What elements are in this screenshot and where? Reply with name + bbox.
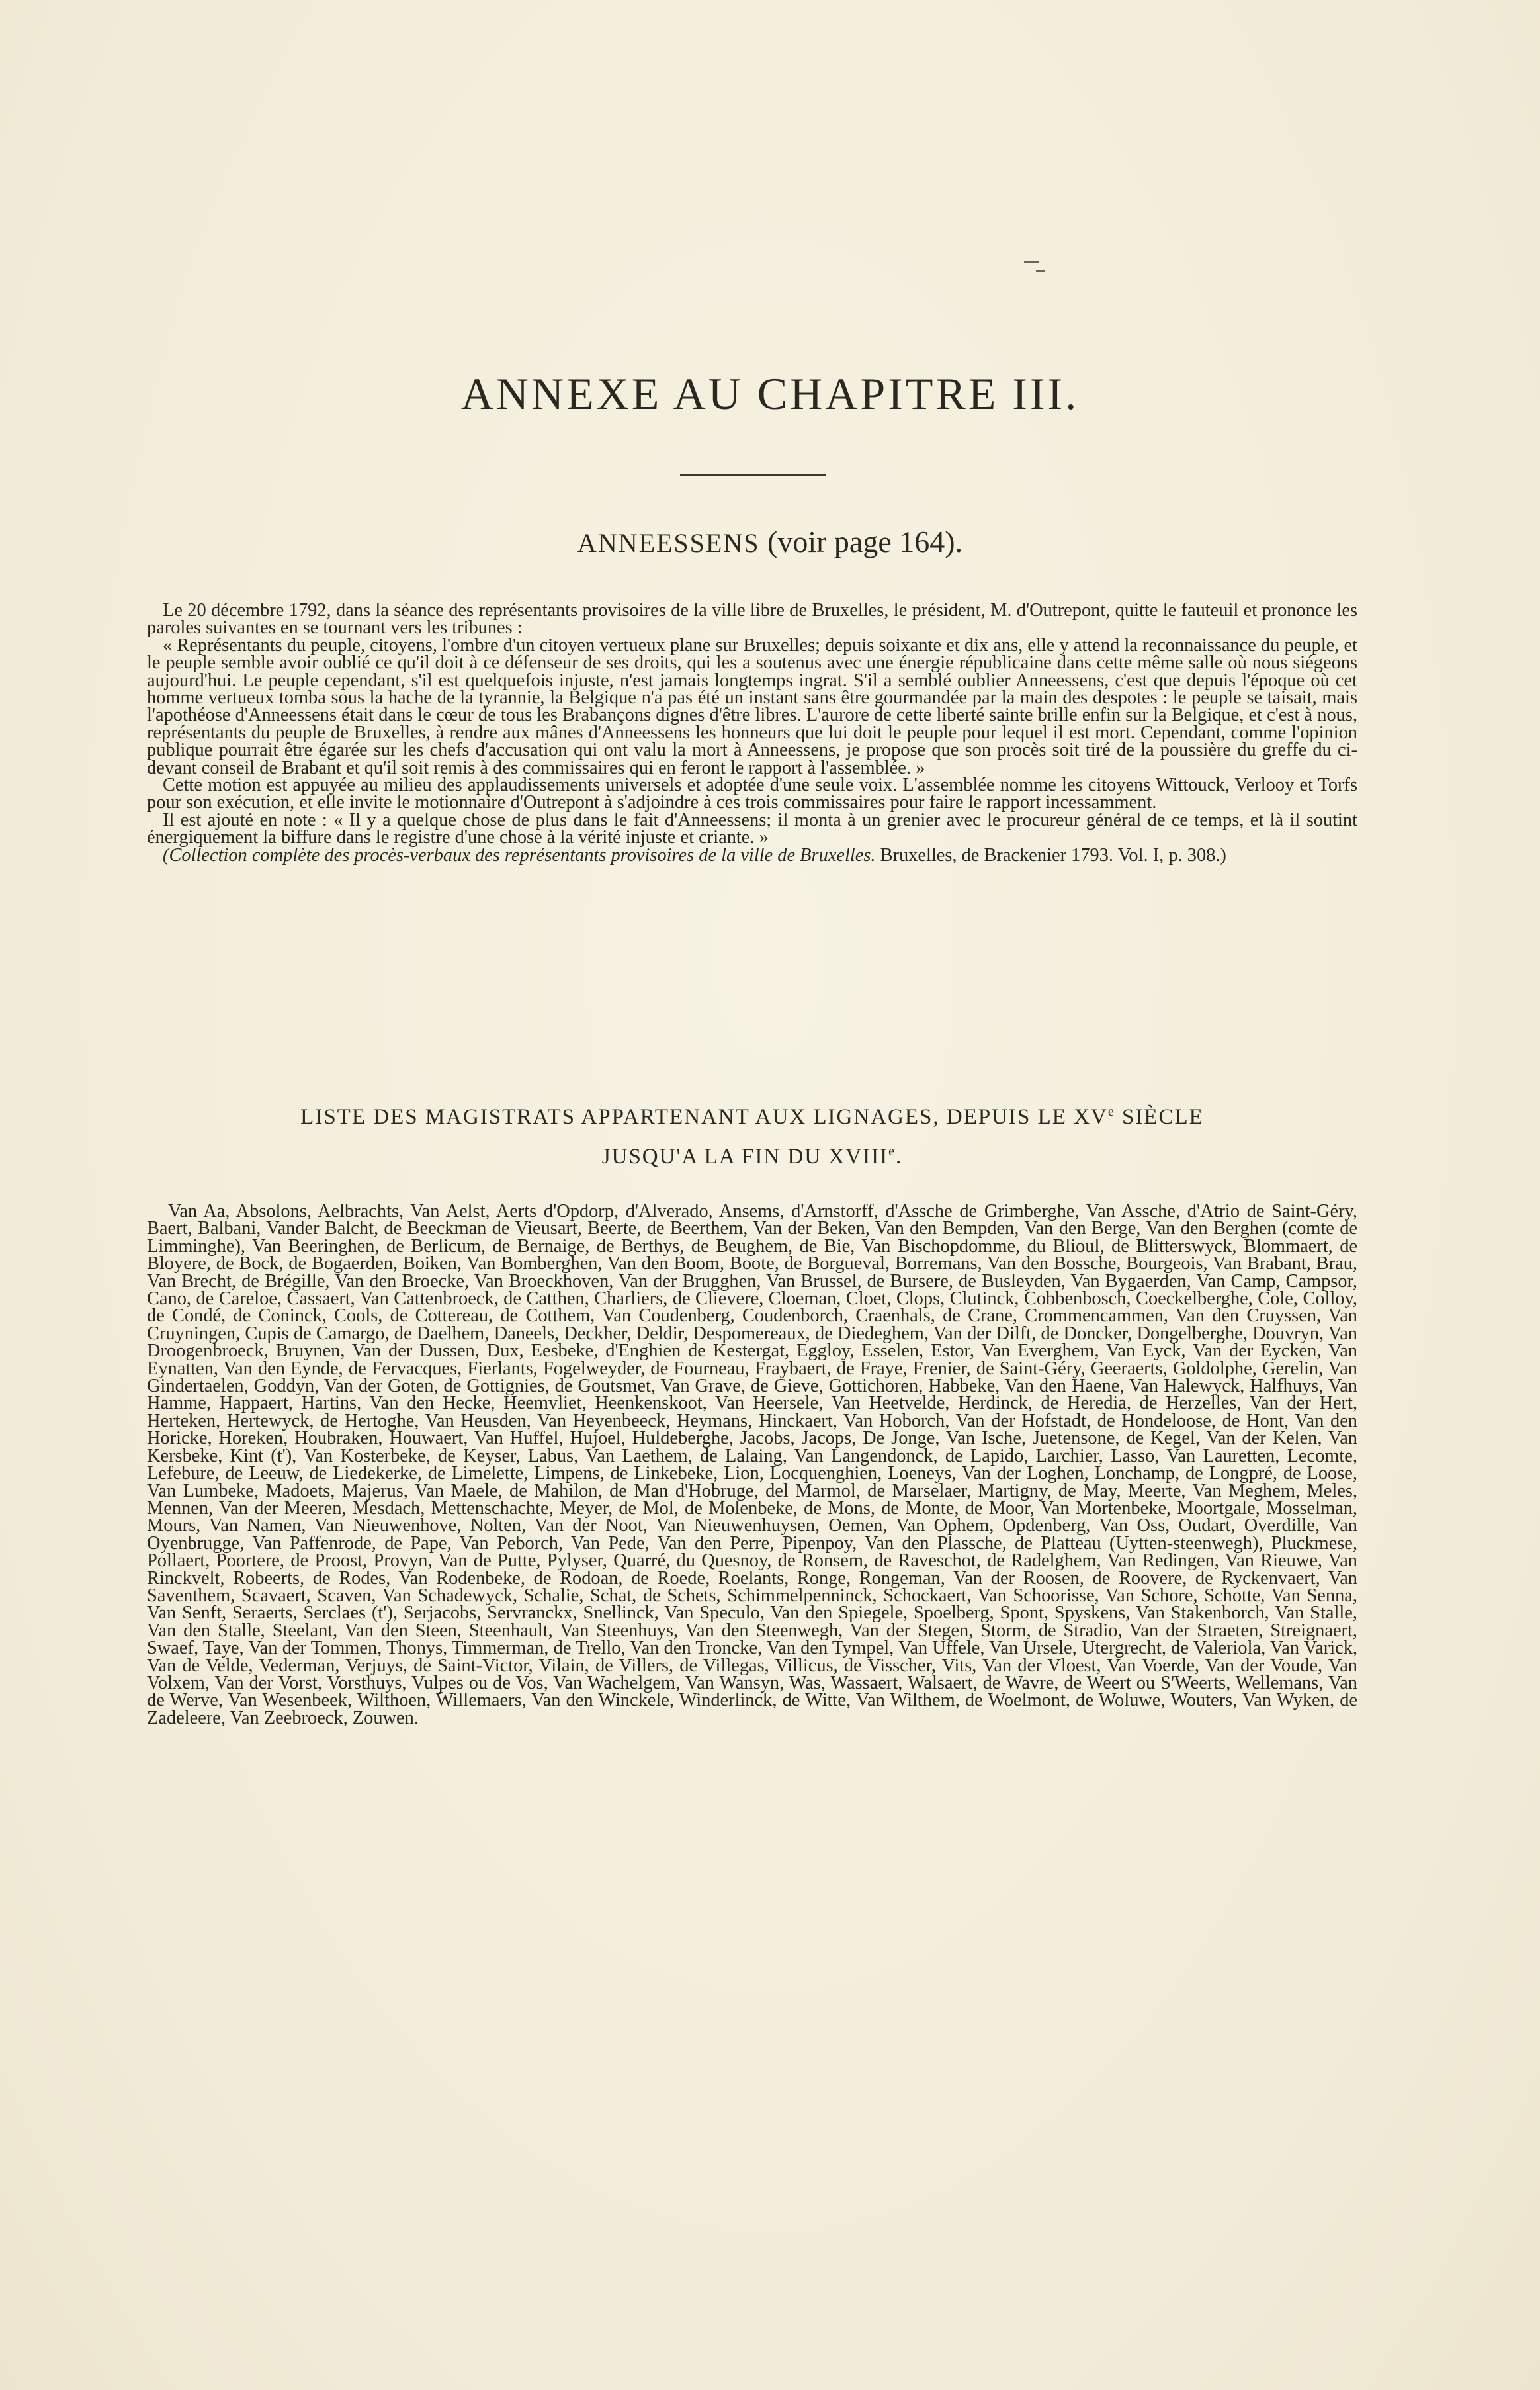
page-title: ANNEXE AU CHAPITRE III.	[460, 369, 1080, 419]
magistrates-list: Van Aa, Absolons, Aelbrachts, Van Aelst, Aerts d'Opdorp, d'Alverado, Ansems, d'Arnstorff, d'Assche de Grimberghe, Van Assche, d'Atrio de Saint-Géry, Baert, Balbani, Vander Balcht, de Beeckman de Vieusart, Beerte, de Beerthem, Van der Beken, Van den Bempden, Van den Berge, Van den Berghen (comte de Limminghe), Van Beeringhen, de Berlicum, de Bernaige, de Berthys, de Beughem, de Bie, Van Bischopdomme, du Blioul, de Blitterswyck, Blommaert, de Bloyere, de Bock, de Bogaerden, Boiken, Van Bomberghen, Van den Boom, Boote, de Borgueval, Borremans, Van den Bossche, Bourgeois, Van Brabant, Brau, Van Brecht, de Brégille, Van den Broecke, Van Broeckhoven, Van der Brugghen, Van Brussel, de Bursere, de Busleyden, Van Bygaerden, Van Camp, Campsor, Cano, de Careloe, Cassaert, Van Cattenbroeck, de Catthen, Charliers, de Clievere, Cloeman, Cloet, Clops, Clutinck, Cobbenbosch, Coeckelberghe, Cole, Colloy, de Condé, de Coninck, Cools, de Cottereau, de Cotthem, Van Coudenberg, Coudenborch, Craenhals, de Crane, Crommencammen, Van den Cruyssen, Van Cruyningen, Cupis de Camargo, de Daelhem, Daneels, Deckher, Deldir, Despomereaux, de Diedeghem, Van der Dilft, de Doncker, Dongelberghe, Douvryn, Van Droogenbroeck, Bruynen, Van der Dussen, Dux, Eesbeke, d'Enghien de Kestergat, Eggloy, Esselen, Estor, Van Everghem, Van Eyck, Van der Eycken, Van Eynatten, Van den Eynde, de Fervacques, Fierlants, Fogelweyder, de Fourneau, Fraybaert, de Fraye, Frenier, de Saint-Géry, Geeraerts, Goldolphe, Gerelin, Van Gindertaelen, Goddyn, Van der Goten, de Gottignies, de Goutsmet, Van Grave, de Gieve, Gottichoren, Habbeke, Van den Haene, Van Halewyck, Halfhuys, Van Hamme, Happaert, Hartins, Van den Hecke, Heemvliet, Heenkenskoot, Van Heersele, Van Heetvelde, Herdinck, de Heredia, de Herzelles, Van der Hert, Herteken, Hertewyck, de Hertoghe, Van Heusden, Van Heyenbeeck, Heymans, Hinckaert, Van Hoborch, Van der Hofstadt, de Hondeloose, de Hont, Van den Horicke, Horeken, Houbraken, Houwaert, Van Huffel, Hujoel, Huldeberghe, Jacobs, Jacops, De Jonge, Van Ische, Juetensone, de Kegel, Van der Kelen, Van Kersbeke, Kint (t'), Van Kosterbeke, de Keyser, Labus, Van Laethem, de Lalaing, Van Langendonck, de Lapido, Larchier, Lasso, Van Lauretten, Lecomte, Lefebure, de Leeuw, de Liedekerke, de Limelette, Limpens, de Linkebeke, Lion, Locquenghien, Loeneys, Van der Loghen, Lonchamp, de Longpré, de Loose, Van Lumbeke, Madoets, Majerus, Van Maele, de Mahilon, de Man d'Hobruge, del Marmol, de Marselaer, Martigny, de May, Meerte, Van Meghem, Meles, Mennen, Van der Meeren, Mesdach, Mettenschachte, Meyer, de Mol, de Molenbeke, de Mons, de Monte, de Moor, Van Mortenbeke, Moortgale, Mosselman, Mours, Van Namen, Van Nieuwenhove, Nolten, Van der Noot, Van Nieuwenhuysen, Oemen, Van Ophem, Opdenberg, Van Oss, Oudart, Overdille, Van Oyenbrugge, Van Paffenrode, de Pape, Van Peborch, Van Pede, Van den Perre, Pipenpoy, Van den Plassche, de Platteau (Uytten-steenwegh), Pluckmese, Pollaert, Poortere, de Proost, Provyn, Van de Putte, Pylyser, Quarré, du Quesnoy, de Ronsem, de Raveschot, de Radelghem, Van Redingen, Van Rieuwe, Van Rinckvelt, Robeerts, de Rodes, Van Rodenbeke, de Rodoan, de Roede, Roelants, Ronge, Rongeman, Van der Roosen, de Roovere, de Ryckenvaert, Van Saventhem, Scavaert, Scaven, Van Schadewyck, Schalie, Schat, de Schets, Schimmelpenninck, Schockaert, Van Schoorisse, Van Schore, Schotte, Van Senna, Van Senft, Seraerts, Serclaes (t'), Serjacobs, Servranckx, Snellinck, Van Speculo, Van den Spiegele, Spoelberg, Spont, Spyskens, Van Stakenborch, Van Stalle, Van den Stalle, Steelant, Van den Steen, Steenhault, Van Steenhuys, Van den Steenwegh, Van der Stegen, Storm, de Stradio, Van der Straeten, Streignaert, Swaef, Taye, Van der Tommen, Thonys, Timmerman, de Trello, Van den Troncke, Van den Tympel, Van Uffele, Van Ursele, Utergrecht, de Valeriola, Van Varick, Van de Velde, Vederman, Verjuys, de Saint-Victor, Vilain, de Villers, de Villegas, Villicus, de Visscher, Vits, Van der Vloest, Van Voerde, Van der Voude, Van Volxem, Van der Vorst, Vorsthuys, Vulpes ou de Vos, Van Wachelgem, Van Wansyn, Was, Wassaert, Walsaert, de Wavre, de Weert ou S'Weerts, Wellemans, Van de Werve, Van Wesenbeek, Wilthoen, Willemaers, Van den Winckele, Winderlinck, de Witte, Van Wilthem, de Woelmont, de Woluwe, Wouters, Van Wyken, de Zadeleere, Van Zeebroeck, Zouwen.	[147, 1201, 1357, 1728]
ornament-mark	[1036, 270, 1045, 272]
paragraph: Le 20 décembre 1792, dans la séance des représentants provisoires de la ville libre de Bruxelles, le président, M. d'Outrepont, quitte le fauteuil et prononce les paroles suivantes en se tournant vers les tribunes :	[147, 600, 1357, 639]
title-rule	[680, 474, 826, 476]
heading-text: LISTE DES MAGISTRATS APPARTENANT AUX LIGNAGES, DEPUIS LE XV	[300, 1105, 1108, 1129]
heading-text: SIÈCLE	[1115, 1105, 1204, 1129]
section-subtitle	[0, 524, 1540, 559]
ornament-mark	[1024, 261, 1039, 263]
paragraph: « Représentants du peuple, citoyens, l'ombre d'un citoyen vertueux plane sur Bruxelles; depuis soixante et dix ans, elle y attend la reconnaissance du peuple, et le peuple semble avoir oublié ce qu'il doit à ce défenseur de ses droits, qui les a soutenus avec une énergie républicaine dans cette même salle où nous siégeons aujourd'hui. Le peuple cependant, s'il est quelquefois injuste, n'est jamais longtemps ingrat. S'il a semblé oublier Anneessens, c'est que depuis l'époque où cet homme vertueux tomba sous la hache de la tyrannie, la Belgique n'a pas été un instant sans être gourmandée par la main des despotes : le peuple se taisait, mais l'apothéose d'Anneessens était dans le cœur de tous les Brabançons dignes d'être libres. L'aurore de cette liberté sainte brille enfin sur la Belgique, et c'est à nous, représentants du peuple de Bruxelles, à rendre aux mânes d'Anneessens les honneurs que lui doit le peuple pour lequel il est mort. Cependant, comme l'opinion publique pourrait être égarée sur les chefs d'accusation qui ont valu la mort à Anneessens, je propose que son procès soit tiré de la poussière du greffe du ci-devant conseil de Brabant et qu'il soit remis à des commissaires qui en feront le rapport à l'assemblée. »	[147, 635, 1357, 778]
heading-text: .	[895, 1145, 903, 1169]
subtitle-page-ref: (voir page 164).	[767, 525, 963, 558]
heading-text: JUSQU'A LA FIN DU XVIII	[601, 1145, 889, 1169]
magistrates-heading	[147, 1094, 1357, 1174]
anneessens-text	[147, 602, 1357, 864]
heading-line-1	[147, 1094, 1357, 1134]
paragraph: Cette motion est appuyée au milieu des applaudissements universels et adoptée d'une seule voix. L'assemblée nomme les citoyens Wittouck, Verlooy et Torfs pour son exécution, et elle invite le motionnaire d'Outrepont à s'adjoindre à ces trois commissaires pour faire le rapport incessamment.	[147, 775, 1357, 813]
superscript: e	[888, 1144, 896, 1159]
citation-title: (Collection complète des procès-verbaux des représentants provisoires de la ville de Bruxelles.	[163, 844, 876, 865]
citation	[147, 844, 1357, 865]
citation-rest: Bruxelles, de Brackenier 1793. Vol. I, p. 308.)	[875, 844, 1226, 865]
heading-line-2	[147, 1134, 1357, 1174]
subtitle-name: ANNEESSENS	[577, 528, 760, 558]
superscript: e	[1107, 1104, 1115, 1119]
paragraph: Il est ajouté en note : « Il y a quelque chose de plus dans le fait d'Anneessens; il monta à un grenier avec le procureur général de ce temps, et là il soutint énergiquement la biffure dans le registre d'une chose à la vérité injuste et criante. »	[147, 809, 1357, 848]
